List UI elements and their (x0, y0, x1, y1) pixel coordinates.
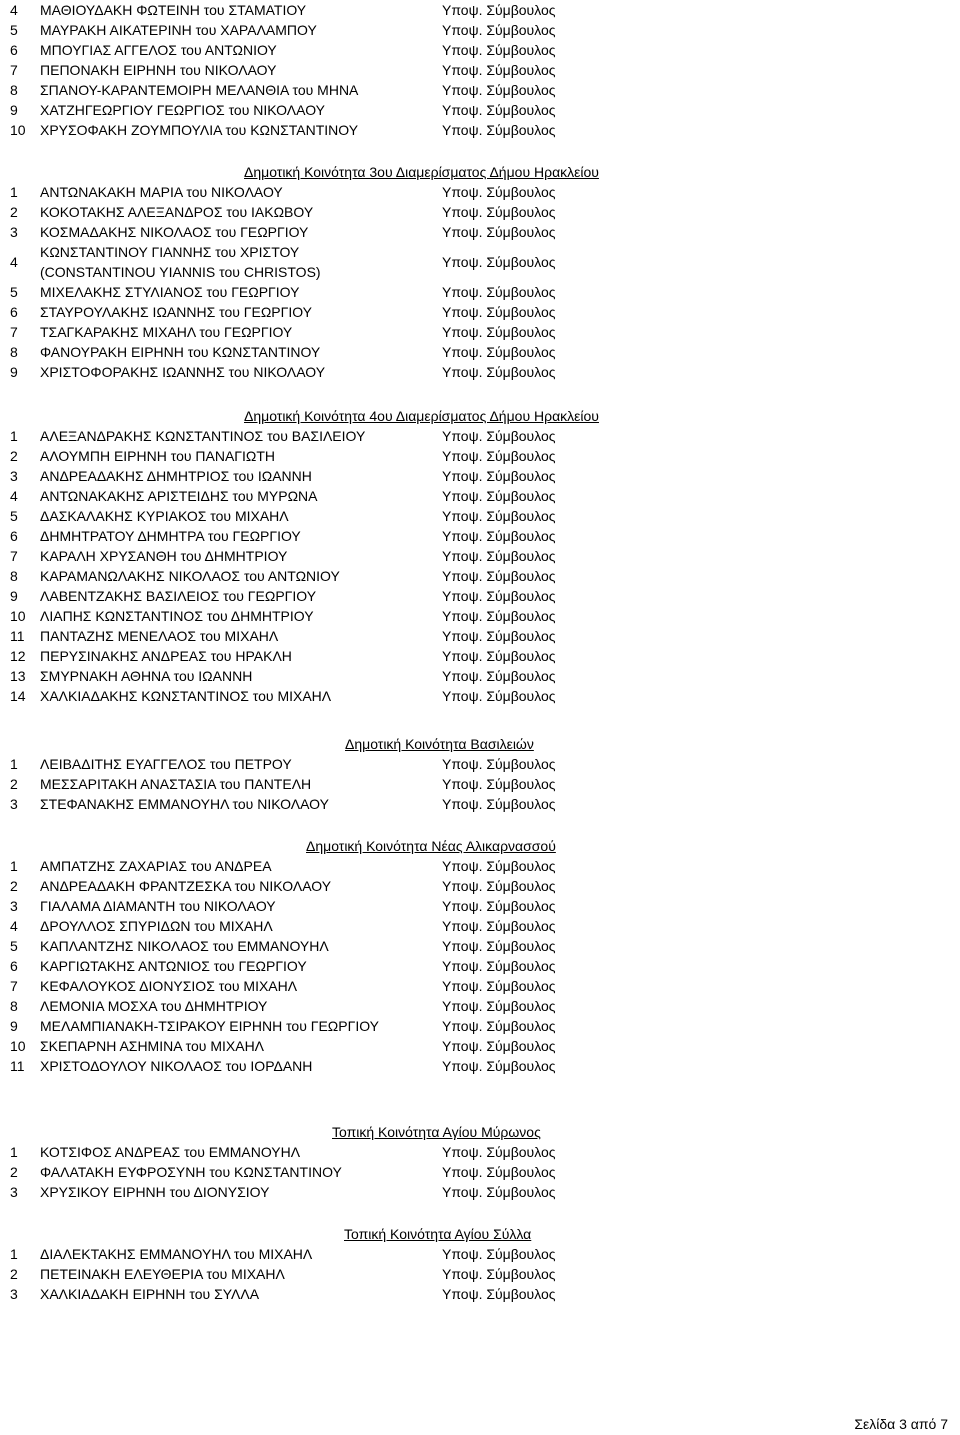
candidate-role: Υποψ. Σύμβουλος (442, 878, 556, 894)
candidate-number: 2 (10, 878, 18, 894)
candidate-role: Υποψ. Σύμβουλος (442, 796, 556, 812)
candidate-number: 13 (10, 668, 26, 684)
candidate-row (0, 1182, 960, 1202)
candidate-number: 1 (10, 1246, 18, 1262)
candidate-name: ΛΕΜΟΝΙΑ ΜΟΣΧΑ του ΔΗΜΗΤΡΙΟΥ (40, 998, 268, 1014)
candidate-row (0, 794, 960, 814)
candidate-row (0, 506, 960, 526)
candidate-name: ΚΑΠΛΑΝΤΖΗΣ ΝΙΚΟΛΑΟΣ του ΕΜΜΑΝΟΥΗΛ (40, 938, 329, 954)
candidate-number: 1 (10, 184, 18, 200)
candidate-row (0, 546, 960, 566)
candidate-number: 3 (10, 1184, 18, 1200)
candidate-row (0, 606, 960, 626)
candidate-row (0, 342, 960, 362)
candidate-name: ΑΜΠΑΤΖΗΣ ΖΑΧΑΡΙΑΣ του ΑΝΔΡΕΑ (40, 858, 272, 874)
candidate-name: ΧΡΥΣΙΚΟΥ ΕΙΡΗΝΗ του ΔΙΟΝΥΣΙΟΥ (40, 1184, 270, 1200)
candidate-role: Υποψ. Σύμβουλος (442, 468, 556, 484)
candidate-name: ΑΝΔΡΕΑΔΑΚΗΣ ΔΗΜΗΤΡΙΟΣ του ΙΩΑΝΝΗ (40, 468, 312, 484)
candidate-name: ΚΑΡΓΙΩΤΑΚΗΣ ΑΝΤΩΝΙΟΣ του ΓΕΩΡΓΙΟΥ (40, 958, 307, 974)
candidate-name: ΣΜΥΡΝΑΚΗ ΑΘΗΝΑ του ΙΩΑΝΝΗ (40, 668, 253, 684)
candidate-name-line: ΚΩΝΣΤΑΝΤΙΝΟΥ ΓΙΑΝΝΗΣ του ΧΡΙΣΤΟΥ (40, 244, 300, 260)
candidate-number: 10 (10, 608, 26, 624)
candidate-name: ΜΕΛΑΜΠΙΑΝΑΚΗ-ΤΣΙΡΑΚΟΥ ΕΙΡΗΝΗ του ΓΕΩΡΓΙΟΥ (40, 1018, 379, 1034)
candidate-number: 8 (10, 82, 18, 98)
candidate-row (0, 876, 960, 896)
candidate-name: ΚΑΡΑΜΑΝΩΛΑΚΗΣ ΝΙΚΟΛΑΟΣ του ΑΝΤΩΝΙΟΥ (40, 568, 340, 584)
candidate-row (0, 1056, 960, 1076)
candidate-name: ΣΤΕΦΑΝΑΚΗΣ ΕΜΜΑΝΟΥΗΛ του ΝΙΚΟΛΑΟΥ (40, 796, 329, 812)
candidate-row (0, 242, 960, 282)
candidate-number: 9 (10, 1018, 18, 1034)
candidate-number: 7 (10, 978, 18, 994)
candidate-name: ΜΙΧΕΛΑΚΗΣ ΣΤΥΛΙΑΝΟΣ του ΓΕΩΡΓΙΟΥ (40, 284, 300, 300)
candidate-role: Υποψ. Σύμβουλος (442, 938, 556, 954)
candidate-role: Υποψ. Σύμβουλος (442, 62, 556, 78)
candidate-row (0, 120, 960, 140)
candidate-name: ΑΛΟΥΜΠΗ ΕΙΡΗΝΗ του ΠΑΝΑΓΙΩΤΗ (40, 448, 276, 464)
candidate-number: 7 (10, 324, 18, 340)
candidate-name: ΑΝΔΡΕΑΔΑΚΗ ΦΡΑΝΤΖΕΣΚΑ του ΝΙΚΟΛΑΟΥ (40, 878, 332, 894)
candidate-number: 10 (10, 122, 26, 138)
candidate-role: Υποψ. Σύμβουλος (442, 668, 556, 684)
candidate-role: Υποψ. Σύμβουλος (442, 448, 556, 464)
candidate-role: Υποψ. Σύμβουλος (442, 1184, 556, 1200)
candidate-number: 9 (10, 588, 18, 604)
candidate-row (0, 586, 960, 606)
candidate-role: Υποψ. Σύμβουλος (442, 184, 556, 200)
candidate-role: Υποψ. Σύμβουλος (442, 2, 556, 18)
page-number: Σελίδα 3 από 7 (854, 1416, 948, 1432)
candidate-row (0, 856, 960, 876)
candidate-row (0, 976, 960, 996)
candidate-row (0, 566, 960, 586)
candidate-row (0, 754, 960, 774)
candidate-role: Υποψ. Σύμβουλος (442, 1038, 556, 1054)
candidate-role: Υποψ. Σύμβουλος (442, 548, 556, 564)
candidate-name: ΠΕΠΟΝΑΚΗ ΕΙΡΗΝΗ του ΝΙΚΟΛΑΟΥ (40, 62, 277, 78)
candidate-role: Υποψ. Σύμβουλος (442, 82, 556, 98)
candidate-number: 2 (10, 448, 18, 464)
candidate-number: 1 (10, 756, 18, 772)
candidate-name: ΧΡΙΣΤΟΔΟΥΛΟΥ ΝΙΚΟΛΑΟΣ του ΙΟΡΔΑΝΗ (40, 1058, 313, 1074)
candidate-row (0, 936, 960, 956)
candidate-number: 8 (10, 344, 18, 360)
candidate-name: ΔΑΣΚΑΛΑΚΗΣ ΚΥΡΙΑΚΟΣ του ΜΙΧΑΗΛ (40, 508, 289, 524)
candidate-number: 4 (10, 254, 18, 270)
candidate-name: ΚΟΣΜΑΔΑΚΗΣ ΝΙΚΟΛΑΟΣ του ΓΕΩΡΓΙΟΥ (40, 224, 309, 240)
candidate-role: Υποψ. Σύμβουλος (442, 568, 556, 584)
candidate-number: 12 (10, 648, 26, 664)
candidate-row (0, 222, 960, 242)
candidate-role: Υποψ. Σύμβουλος (442, 254, 556, 270)
candidate-role: Υποψ. Σύμβουλος (442, 1266, 556, 1282)
candidate-row (0, 666, 960, 686)
candidate-number: 5 (10, 508, 18, 524)
candidate-number: 1 (10, 858, 18, 874)
candidate-row (0, 40, 960, 60)
candidate-name: ΧΑΤΖΗΓΕΩΡΓΙΟΥ ΓΕΩΡΓΙΟΣ του ΝΙΚΟΛΑΟΥ (40, 102, 325, 118)
candidate-role: Υποψ. Σύμβουλος (442, 978, 556, 994)
candidate-role: Υποψ. Σύμβουλος (442, 344, 556, 360)
candidate-number: 6 (10, 528, 18, 544)
candidate-role: Υποψ. Σύμβουλος (442, 22, 556, 38)
candidate-role: Υποψ. Σύμβουλος (442, 648, 556, 664)
candidate-name-latin: (CONSTANTINOU YIANNIS του CHRISTOS) (40, 264, 321, 280)
candidate-row (0, 182, 960, 202)
candidate-number: 10 (10, 1038, 26, 1054)
candidate-role: Υποψ. Σύμβουλος (442, 284, 556, 300)
candidate-number: 5 (10, 284, 18, 300)
candidate-row (0, 1284, 960, 1304)
candidate-number: 2 (10, 776, 18, 792)
candidate-row (0, 302, 960, 322)
section-heading: Τοπική Κοινότητα Αγίου Σύλλα (344, 1226, 532, 1242)
candidate-role: Υποψ. Σύμβουλος (442, 958, 556, 974)
candidate-row (0, 1016, 960, 1036)
candidate-name: ΣΚΕΠΑΡΝΗ ΑΣΗΜΙΝΑ του ΜΙΧΑΗΛ (40, 1038, 265, 1054)
candidate-role: Υποψ. Σύμβουλος (442, 102, 556, 118)
candidate-row (0, 202, 960, 222)
candidate-number: 6 (10, 42, 18, 58)
candidate-role: Υποψ. Σύμβουλος (442, 304, 556, 320)
candidate-row (0, 0, 960, 20)
candidate-role: Υποψ. Σύμβουλος (442, 776, 556, 792)
candidate-name: ΤΣΑΓΚΑΡΑΚΗΣ ΜΙΧΑΗΛ του ΓΕΩΡΓΙΟΥ (40, 324, 293, 340)
candidate-role: Υποψ. Σύμβουλος (442, 224, 556, 240)
candidate-number: 1 (10, 1144, 18, 1160)
candidate-number: 14 (10, 688, 26, 704)
candidate-role: Υποψ. Σύμβουλος (442, 1018, 556, 1034)
candidate-number: 3 (10, 468, 18, 484)
candidate-row (0, 1244, 960, 1264)
candidate-number: 11 (10, 628, 25, 644)
candidate-role: Υποψ. Σύμβουλος (442, 42, 556, 58)
candidate-name: ΜΑΘΙΟΥΔΑΚΗ ΦΩΤΕΙΝΗ του ΣΤΑΜΑΤΙΟΥ (40, 2, 307, 18)
candidate-role: Υποψ. Σύμβουλος (442, 1144, 556, 1160)
candidate-name: ΑΝΤΩΝΑΚΑΚΗ ΜΑΡΙΑ του ΝΙΚΟΛΑΟΥ (40, 184, 283, 200)
candidate-number: 1 (10, 428, 18, 444)
candidate-row (0, 486, 960, 506)
candidate-number: 3 (10, 898, 18, 914)
candidate-number: 3 (10, 796, 18, 812)
candidate-role: Υποψ. Σύμβουλος (442, 488, 556, 504)
candidate-name: ΚΑΡΑΛΗ ΧΡΥΣΑΝΘΗ του ΔΗΜΗΤΡΙΟΥ (40, 548, 288, 564)
section-heading: Δημοτική Κοινότητα Βασιλειών (345, 736, 534, 752)
candidate-row (0, 1264, 960, 1284)
section-heading: Τοπική Κοινότητα Αγίου Μύρωνος (332, 1124, 541, 1140)
candidate-role: Υποψ. Σύμβουλος (442, 508, 556, 524)
candidate-number: 3 (10, 224, 18, 240)
candidate-row (0, 466, 960, 486)
candidate-name: ΑΝΤΩΝΑΚΑΚΗΣ ΑΡΙΣΤΕΙΔΗΣ του ΜΥΡΩΝΑ (40, 488, 318, 504)
candidate-name: ΔΡΟΥΛΛΟΣ ΣΠΥΡΙΔΩΝ του ΜΙΧΑΗΛ (40, 918, 273, 934)
candidate-number: 2 (10, 1164, 18, 1180)
candidate-row (0, 526, 960, 546)
candidate-row (0, 1162, 960, 1182)
candidate-name: ΠΕΤΕΙΝΑΚΗ ΕΛΕΥΘΕΡΙΑ του ΜΙΧΑΗΛ (40, 1266, 285, 1282)
candidate-number: 6 (10, 304, 18, 320)
candidate-role: Υποψ. Σύμβουλος (442, 918, 556, 934)
candidate-name: ΦΑΛΑΤΑΚΗ ΕΥΦΡΟΣΥΝΗ του ΚΩΝΣΤΑΝΤΙΝΟΥ (40, 1164, 342, 1180)
candidate-number: 9 (10, 364, 18, 380)
candidate-row (0, 100, 960, 120)
candidate-row (0, 446, 960, 466)
candidate-name: ΦΑΝΟΥΡΑΚΗ ΕΙΡΗΝΗ του ΚΩΝΣΤΑΝΤΙΝΟΥ (40, 344, 321, 360)
candidate-role: Υποψ. Σύμβουλος (442, 628, 556, 644)
candidate-role: Υποψ. Σύμβουλος (442, 1164, 556, 1180)
candidate-number: 7 (10, 548, 18, 564)
candidate-name (40, 242, 440, 282)
candidate-row (0, 362, 960, 382)
candidate-role: Υποψ. Σύμβουλος (442, 204, 556, 220)
candidate-name: ΔΗΜΗΤΡΑΤΟΥ ΔΗΜΗΤΡΑ του ΓΕΩΡΓΙΟΥ (40, 528, 301, 544)
candidate-row (0, 1142, 960, 1162)
candidate-name: ΚΟΚΟΤΑΚΗΣ ΑΛΕΞΑΝΔΡΟΣ του ΙΑΚΩΒΟΥ (40, 204, 314, 220)
candidate-row (0, 626, 960, 646)
candidate-row (0, 956, 960, 976)
candidate-role: Υποψ. Σύμβουλος (442, 898, 556, 914)
candidate-name: ΚΟΤΣΙΦΟΣ ΑΝΔΡΕΑΣ του ΕΜΜΑΝΟΥΗΛ (40, 1144, 301, 1160)
candidate-name: ΑΛΕΞΑΝΔΡΑΚΗΣ ΚΩΝΣΤΑΝΤΙΝΟΣ του ΒΑΣΙΛΕΙΟΥ (40, 428, 366, 444)
candidate-number: 5 (10, 22, 18, 38)
candidate-role: Υποψ. Σύμβουλος (442, 688, 556, 704)
candidate-row (0, 774, 960, 794)
candidate-number: 6 (10, 958, 18, 974)
candidate-number: 4 (10, 918, 18, 934)
candidate-row (0, 322, 960, 342)
candidate-number: 3 (10, 1286, 18, 1302)
candidate-name: ΛΑΒΕΝΤΖΑΚΗΣ ΒΑΣΙΛΕΙΟΣ του ΓΕΩΡΓΙΟΥ (40, 588, 317, 604)
candidate-number: 11 (10, 1058, 25, 1074)
candidate-row (0, 426, 960, 446)
candidate-row (0, 686, 960, 706)
candidate-number: 4 (10, 488, 18, 504)
candidate-row (0, 282, 960, 302)
candidate-role: Υποψ. Σύμβουλος (442, 858, 556, 874)
section-heading: Δημοτική Κοινότητα 3ου Διαμερίσματος Δήμου Ηρακλείου (244, 164, 599, 180)
candidate-name: ΠΑΝΤΑΖΗΣ ΜΕΝΕΛΑΟΣ του ΜΙΧΑΗΛ (40, 628, 279, 644)
candidate-name: ΜΕΣΣΑΡΙΤΑΚΗ ΑΝΑΣΤΑΣΙΑ του ΠΑΝΤΕΛΗ (40, 776, 312, 792)
candidate-number: 8 (10, 568, 18, 584)
candidate-name: ΧΑΛΚΙΑΔΑΚΗΣ ΚΩΝΣΤΑΝΤΙΝΟΣ του ΜΙΧΑΗΛ (40, 688, 332, 704)
candidate-number: 8 (10, 998, 18, 1014)
candidate-role: Υποψ. Σύμβουλος (442, 1286, 556, 1302)
candidate-name: ΧΡΥΣΟΦΑΚΗ ΖΟΥΜΠΟΥΛΙΑ του ΚΩΝΣΤΑΝΤΙΝΟΥ (40, 122, 359, 138)
candidate-row (0, 996, 960, 1016)
candidate-role: Υποψ. Σύμβουλος (442, 588, 556, 604)
candidate-row (0, 916, 960, 936)
candidate-role: Υποψ. Σύμβουλος (442, 756, 556, 772)
candidate-role: Υποψ. Σύμβουλος (442, 608, 556, 624)
candidate-row (0, 80, 960, 100)
candidate-role: Υποψ. Σύμβουλος (442, 122, 556, 138)
candidate-name: ΧΡΙΣΤΟΦΟΡΑΚΗΣ ΙΩΑΝΝΗΣ του ΝΙΚΟΛΑΟΥ (40, 364, 326, 380)
candidate-name: ΣΤΑΥΡΟΥΛΑΚΗΣ ΙΩΑΝΝΗΣ του ΓΕΩΡΓΙΟΥ (40, 304, 313, 320)
candidate-name: ΛΙΑΠΗΣ ΚΩΝΣΤΑΝΤΙΝΟΣ του ΔΗΜΗΤΡΙΟΥ (40, 608, 314, 624)
candidate-number: 2 (10, 204, 18, 220)
candidate-role: Υποψ. Σύμβουλος (442, 528, 556, 544)
candidate-name: ΜΑΥΡΑΚΗ ΑΙΚΑΤΕΡΙΝΗ του ΧΑΡΑΛΑΜΠΟΥ (40, 22, 317, 38)
candidate-role: Υποψ. Σύμβουλος (442, 1246, 556, 1262)
candidate-number: 9 (10, 102, 18, 118)
candidate-name: ΔΙΑΛΕΚΤΑΚΗΣ ΕΜΜΑΝΟΥΗΛ του ΜΙΧΑΗΛ (40, 1246, 313, 1262)
candidate-role: Υποψ. Σύμβουλος (442, 364, 556, 380)
candidate-name: ΠΕΡΥΣΙΝΑΚΗΣ ΑΝΔΡΕΑΣ του ΗΡΑΚΛΗ (40, 648, 292, 664)
candidate-row (0, 60, 960, 80)
candidate-role: Υποψ. Σύμβουλος (442, 324, 556, 340)
candidate-number: 7 (10, 62, 18, 78)
candidate-name: ΧΑΛΚΙΑΔΑΚΗ ΕΙΡΗΝΗ του ΣΥΛΛΑ (40, 1286, 260, 1302)
candidate-number: 4 (10, 2, 18, 18)
candidate-number: 5 (10, 938, 18, 954)
section-heading: Δημοτική Κοινότητα 4ου Διαμερίσματος Δήμου Ηρακλείου (244, 408, 599, 424)
section-heading: Δημοτική Κοινότητα Νέας Αλικαρνασσού (306, 838, 556, 854)
candidate-name: ΚΕΦΑΛΟΥΚΟΣ ΔΙΟΝΥΣΙΟΣ του ΜΙΧΑΗΛ (40, 978, 298, 994)
candidate-role: Υποψ. Σύμβουλος (442, 998, 556, 1014)
candidate-row (0, 646, 960, 666)
candidate-role: Υποψ. Σύμβουλος (442, 428, 556, 444)
candidate-name: ΜΠΟΥΓΙΑΣ ΑΓΓΕΛΟΣ του ΑΝΤΩΝΙΟΥ (40, 42, 277, 58)
candidate-number: 2 (10, 1266, 18, 1282)
candidate-name: ΓΙΑΛΑΜΑ ΔΙΑΜΑΝΤΗ του ΝΙΚΟΛΑΟΥ (40, 898, 276, 914)
candidate-role: Υποψ. Σύμβουλος (442, 1058, 556, 1074)
candidate-name: ΣΠΑΝΟΥ-ΚΑΡΑΝΤΕΜΟΙΡΗ ΜΕΛΑΝΘΙΑ του ΜΗΝΑ (40, 82, 359, 98)
candidate-row (0, 20, 960, 40)
candidate-row (0, 896, 960, 916)
candidate-row (0, 1036, 960, 1056)
candidate-name: ΛΕΙΒΑΔΙΤΗΣ ΕΥΑΓΓΕΛΟΣ του ΠΕΤΡΟΥ (40, 756, 292, 772)
